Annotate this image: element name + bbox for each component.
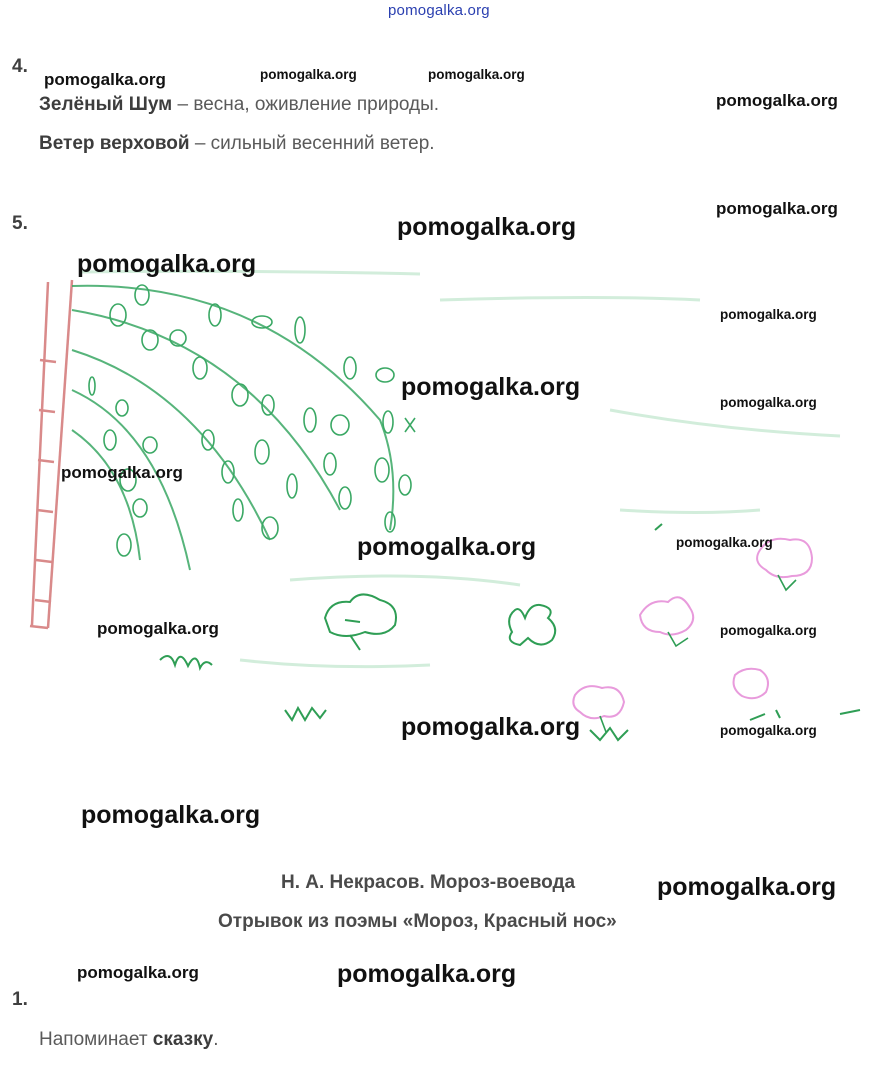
watermark: pomogalka.org <box>720 723 817 738</box>
watermark: pomogalka.org <box>401 373 581 401</box>
watermark: pomogalka.org <box>401 713 581 741</box>
definition-2: – сильный весенний ветер. <box>189 133 435 154</box>
watermark: pomogalka.org <box>97 619 219 638</box>
watermark: pomogalka.org <box>357 533 537 561</box>
watermark: pomogalka.org <box>428 67 525 82</box>
watermark: pomogalka.org <box>77 963 199 982</box>
watermark: pomogalka.org <box>61 463 183 482</box>
term-veter-verkhovoy: Ветер верховой <box>39 133 190 154</box>
task4-line-1 <box>39 94 439 116</box>
watermark: pomogalka.org <box>716 91 838 110</box>
section-title: Н. А. Некрасов. Мороз-воевода <box>281 872 576 893</box>
task-number-1: 1. <box>12 989 28 1010</box>
task4-line-2 <box>39 133 435 155</box>
watermark: pomogalka.org <box>77 250 257 278</box>
watermark: pomogalka.org <box>260 67 357 82</box>
answer-text: Напоминает <box>39 1029 153 1050</box>
watermark: pomogalka.org <box>44 70 166 89</box>
watermark: pomogalka.org <box>716 199 838 218</box>
watermark: pomogalka.org <box>720 623 817 638</box>
watermark: pomogalka.org <box>81 801 261 829</box>
task-number-4: 4. <box>12 56 28 77</box>
term-zeleny-shum: Зелёный Шум <box>39 94 173 115</box>
site-watermark: pomogalka.org <box>388 2 490 19</box>
answer-period: . <box>213 1029 219 1050</box>
watermark: pomogalka.org <box>657 873 837 901</box>
watermark: pomogalka.org <box>337 960 517 988</box>
watermark: pomogalka.org <box>676 535 773 550</box>
task1-answer <box>39 1029 218 1051</box>
answer-bold-word: сказку <box>152 1029 214 1050</box>
watermark: pomogalka.org <box>720 307 817 322</box>
watermark: pomogalka.org <box>397 213 577 241</box>
watermark: pomogalka.org <box>720 395 817 410</box>
definition-1: – весна, оживление природы. <box>172 94 440 115</box>
task-number-5: 5. <box>12 213 28 234</box>
section-subtitle: Отрывок из поэмы «Мороз, Красный нос» <box>218 911 617 932</box>
